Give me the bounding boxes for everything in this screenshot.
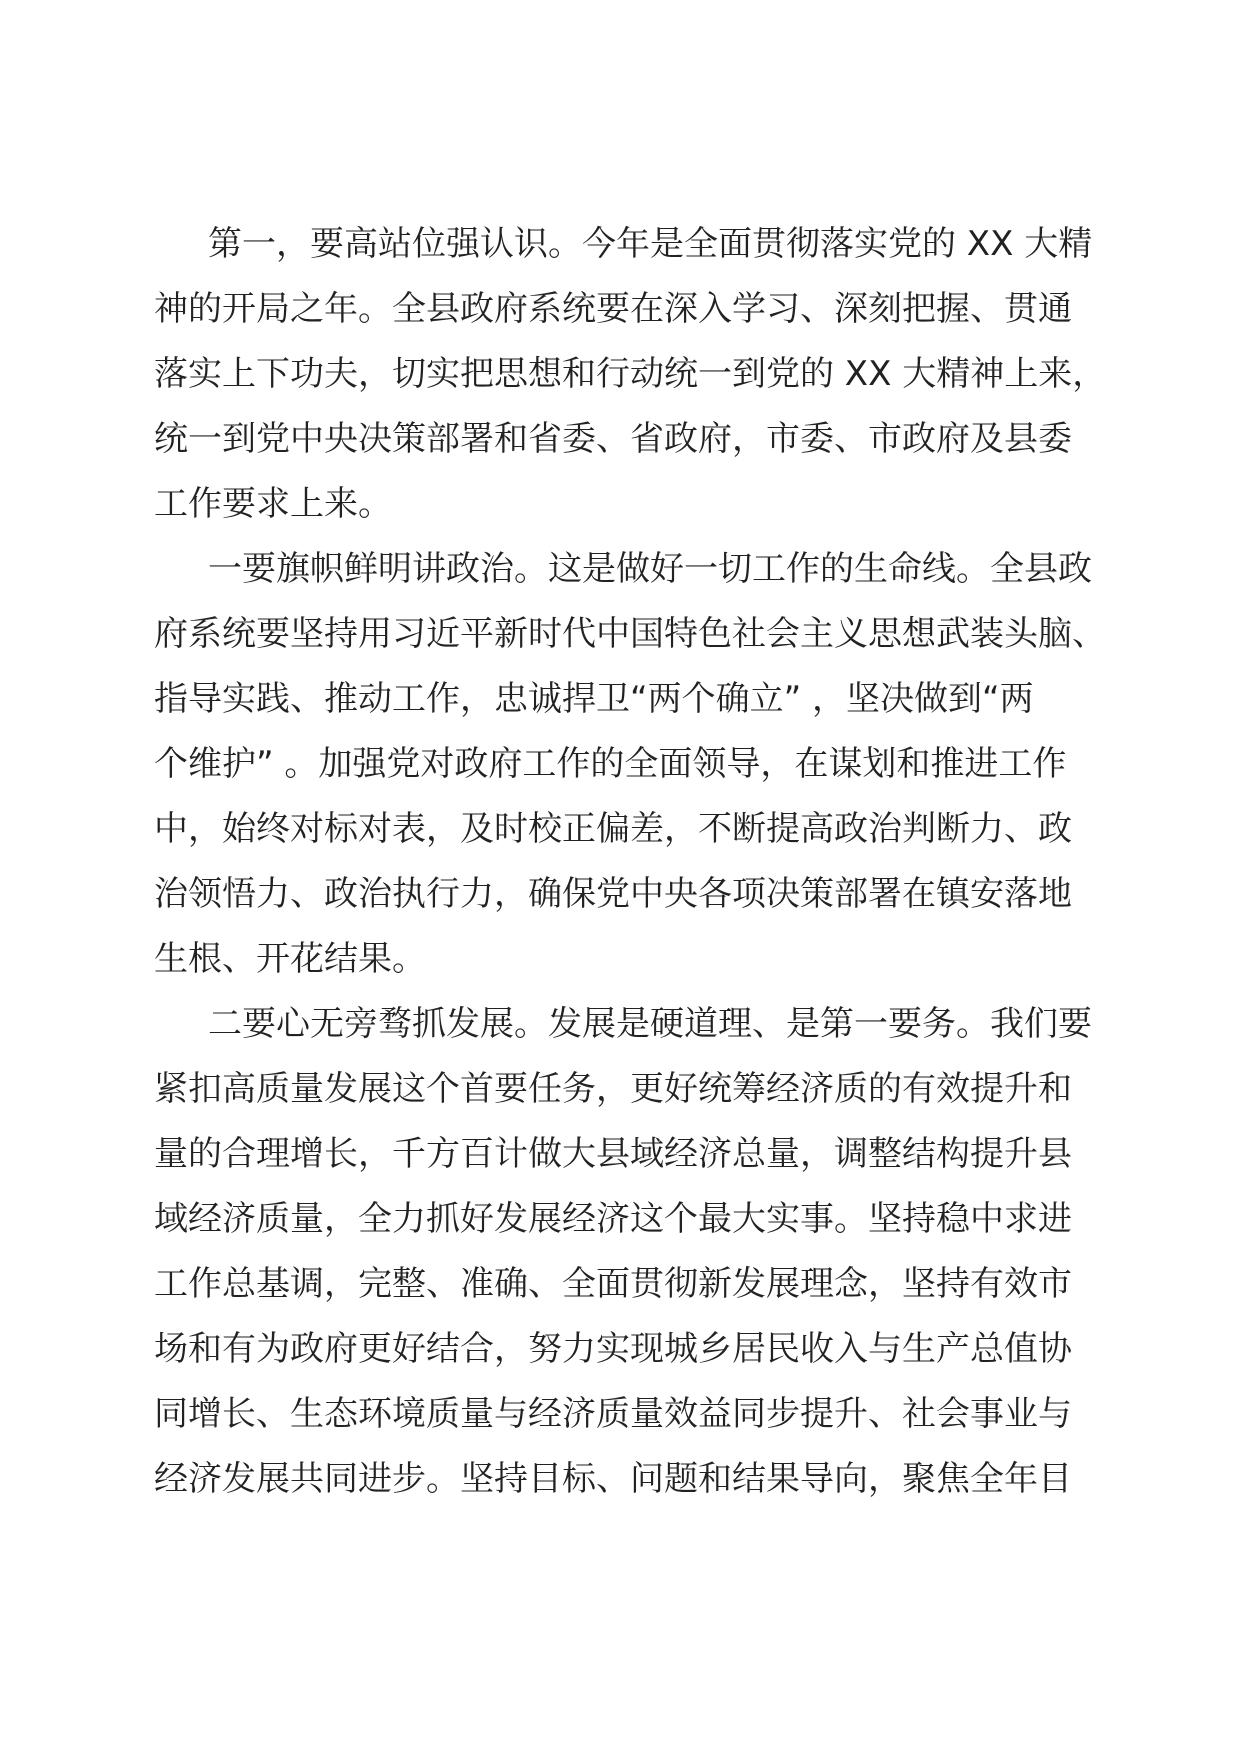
text-line: 指导实践、推动工作，忠诚捍卫“两个确立” ，坚决做到“两 [154,679,1034,719]
text-line: 工作要求上来。 [154,484,392,524]
text-line: 工作总基调，完整、准确、全面贯彻新发展理念，坚持有效市 [154,1264,1072,1304]
text-line: 神的开局之年。全县政府系统要在深入学习、深刻把握、贯通 [154,289,1072,329]
text-line: 统一到党中央决策部署和省委、省政府，市委、市政府及县委 [154,419,1072,459]
paragraph-2 [154,537,1106,992]
text-line: 二要心无旁骛抓发展。发展是硬道理、是第一要务。我们要 [208,1004,1092,1044]
text-line: 中，始终对标对表，及时校正偏差，不断提高政治判断力、政 [154,809,1072,849]
text-line: 生根、开花结果。 [154,939,426,979]
text-line: 经济发展共同进步。坚持目标、问题和结果导向，聚焦全年目 [154,1459,1072,1499]
text-line: 个维护” 。加强党对政府工作的全面领导，在谋划和推进工作 [154,744,1067,784]
text-line: 落实上下功夫，切实把思想和行动统一到党的 XX 大精神上来， [154,354,1107,394]
text-line: 场和有为政府更好结合，努力实现城乡居民收入与生产总值协 [154,1329,1072,1369]
text-line: 府系统要坚持用习近平新时代中国特色社会主义思想武装头脑、 [154,614,1106,654]
text-line: 治领悟力、政治执行力，确保党中央各项决策部署在镇安落地 [154,874,1072,914]
text-line: 第一，要高站位强认识。今年是全面贯彻落实党的 XX 大精 [208,224,1093,264]
document-body [154,212,1107,1512]
text-line: 紧扣高质量发展这个首要任务，更好统筹经济质的有效提升和 [154,1069,1072,1109]
paragraph-3 [154,992,1092,1512]
paragraph-1 [154,212,1107,537]
text-line: 同增长、生态环境质量与经济质量效益同步提升、社会事业与 [154,1394,1072,1434]
text-line: 域经济质量，全力抓好发展经济这个最大实事。坚持稳中求进 [154,1199,1072,1239]
text-line: 量的合理增长，千方百计做大县域经济总量，调整结构提升县 [154,1134,1072,1174]
text-line: 一要旗帜鲜明讲政治。这是做好一切工作的生命线。全县政 [208,549,1092,589]
